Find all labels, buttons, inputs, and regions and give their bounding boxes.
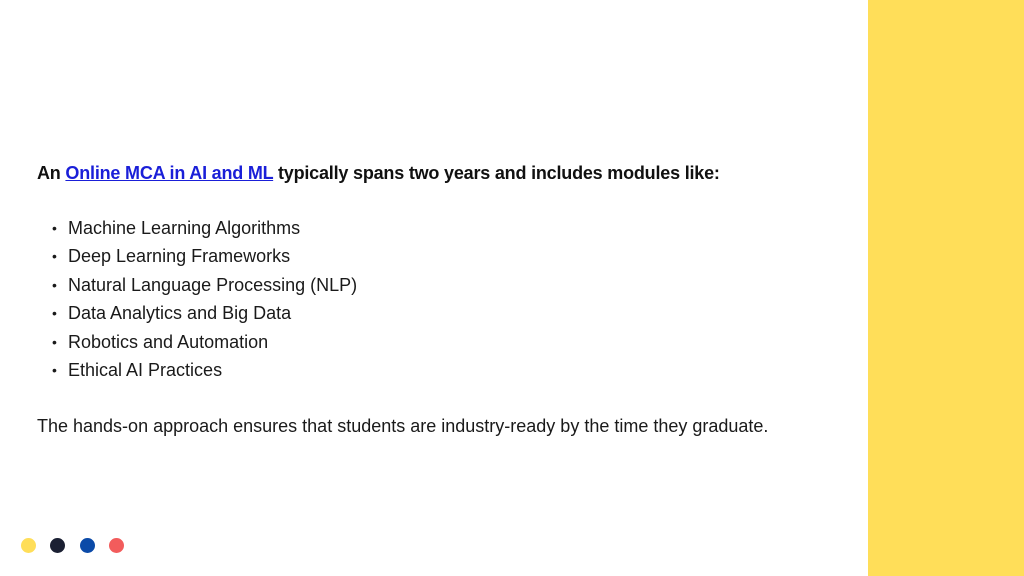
module-label: Robotics and Automation bbox=[68, 331, 269, 352]
slide-content bbox=[37, 160, 825, 441]
accent-side-panel bbox=[868, 0, 1024, 576]
module-list-item bbox=[37, 214, 825, 242]
modules-list bbox=[37, 214, 825, 384]
module-label: Ethical AI Practices bbox=[68, 360, 223, 381]
bullet-icon: • bbox=[52, 362, 57, 379]
outro-paragraph: The hands-on approach ensures that students are industry-ready by the time they graduate. bbox=[37, 416, 769, 437]
module-list-item bbox=[37, 299, 825, 327]
intro-prefix: An bbox=[37, 163, 61, 183]
decorative-dot bbox=[50, 538, 65, 553]
module-list-item bbox=[37, 356, 825, 384]
module-list-item bbox=[37, 242, 825, 270]
intro-suffix: typically spans two years and includes modules like: bbox=[277, 163, 720, 183]
bullet-icon: • bbox=[52, 305, 57, 322]
online-mca-link[interactable]: Online MCA in AI and ML bbox=[65, 163, 274, 183]
module-label: Natural Language Processing (NLP) bbox=[68, 274, 358, 295]
bullet-icon: • bbox=[52, 248, 57, 265]
module-list-item bbox=[37, 271, 825, 299]
decorative-dot bbox=[80, 538, 95, 553]
module-label: Data Analytics and Big Data bbox=[68, 303, 292, 324]
bullet-icon: • bbox=[52, 220, 57, 236]
decorative-dot bbox=[109, 538, 124, 553]
module-label: Deep Learning Frameworks bbox=[68, 246, 291, 267]
decorative-dot bbox=[21, 538, 36, 553]
bullet-icon: • bbox=[52, 276, 57, 293]
intro-paragraph bbox=[37, 160, 825, 186]
module-list-item bbox=[37, 328, 825, 356]
module-label: Machine Learning Algorithms bbox=[68, 218, 301, 238]
bullet-icon: • bbox=[52, 333, 57, 350]
